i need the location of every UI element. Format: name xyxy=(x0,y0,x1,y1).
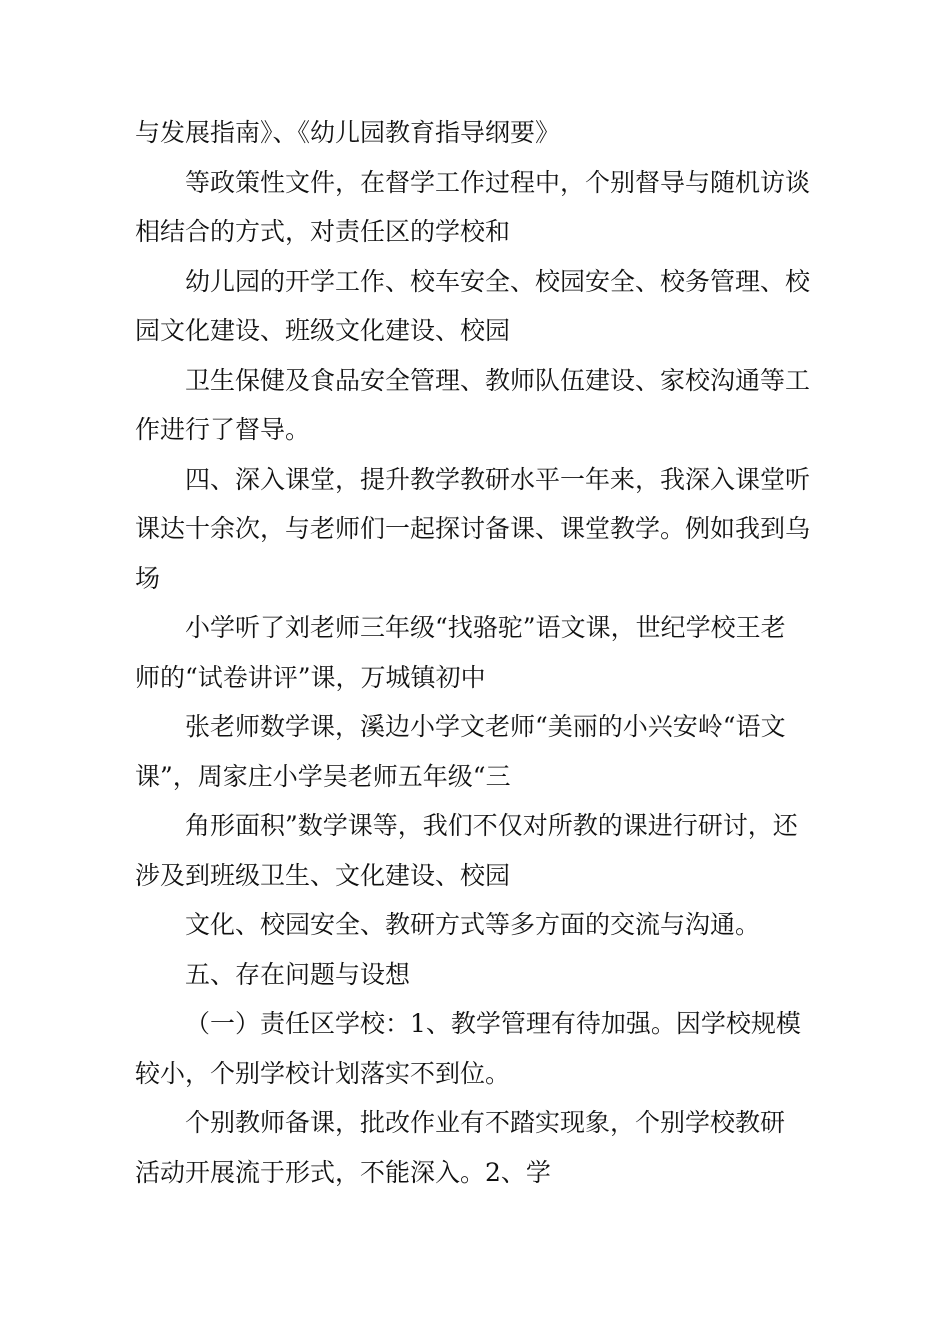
text-line: 小学听了刘老师三年级“找骆驼”语文课，世纪学校王老 xyxy=(185,613,786,642)
text-line: （一）责任区学校：1、教学管理有待加强。因学校规模 xyxy=(185,1009,801,1038)
text-line: 四、深入课堂，提升教学教研水平一年来，我深入课堂听 xyxy=(185,464,811,494)
text-line: 场 xyxy=(135,563,161,593)
document-body xyxy=(135,108,835,1197)
paragraph xyxy=(135,455,835,604)
text-line: 幼儿园的开学工作、校车安全、校园安全、校务管理、校 xyxy=(185,266,811,296)
paragraph xyxy=(135,702,835,801)
text-line: 张老师数学课，溪边小学文老师“美丽的小兴安岭“语文 xyxy=(185,712,786,741)
paragraph xyxy=(135,1098,835,1197)
text-line: 师的“试卷讲评”课，万城镇初中 xyxy=(135,662,486,692)
text-line: 五、存在问题与设想 xyxy=(185,959,411,989)
text-line: 活动开展流于形式，不能深入。2、学 xyxy=(135,1157,551,1187)
text-line: 与发展指南》、《幼儿园教育指导纲要》 xyxy=(135,118,561,147)
text-line: 较小，个别学校计划落实不到位。 xyxy=(135,1058,511,1088)
paragraph xyxy=(135,999,835,1098)
paragraph xyxy=(135,356,835,455)
text-line: 涉及到班级卫生、文化建设、校园 xyxy=(135,860,511,890)
section-heading xyxy=(135,950,835,1000)
text-line: 相结合的方式，对责任区的学校和 xyxy=(135,217,511,246)
text-line: 课达十余次，与老师们一起探讨备课、课堂教学。例如我到乌 xyxy=(135,514,811,543)
paragraph xyxy=(135,257,835,356)
paragraph xyxy=(135,158,835,257)
text-line: 角形面积”数学课等，我们不仅对所教的课进行研讨，还 xyxy=(185,811,798,840)
text-line: 课”，周家庄小学吴老师五年级“三 xyxy=(135,761,511,791)
text-line: 作进行了督导。 xyxy=(135,415,311,444)
text-line: 卫生保健及食品安全管理、教师队伍建设、家校沟通等工 xyxy=(185,365,811,395)
paragraph xyxy=(135,900,835,950)
paragraph xyxy=(135,603,835,702)
text-line: 文化、校园安全、教研方式等多方面的交流与沟通。 xyxy=(185,910,761,939)
text-line: 等政策性文件，在督学工作过程中，个别督导与随机访谈 xyxy=(185,167,811,197)
text-line: 园文化建设、班级文化建设、校园 xyxy=(135,316,511,345)
paragraph xyxy=(135,108,835,158)
paragraph xyxy=(135,801,835,900)
text-line: 个别教师备课，批改作业有不踏实现象，个别学校教研 xyxy=(185,1108,786,1137)
